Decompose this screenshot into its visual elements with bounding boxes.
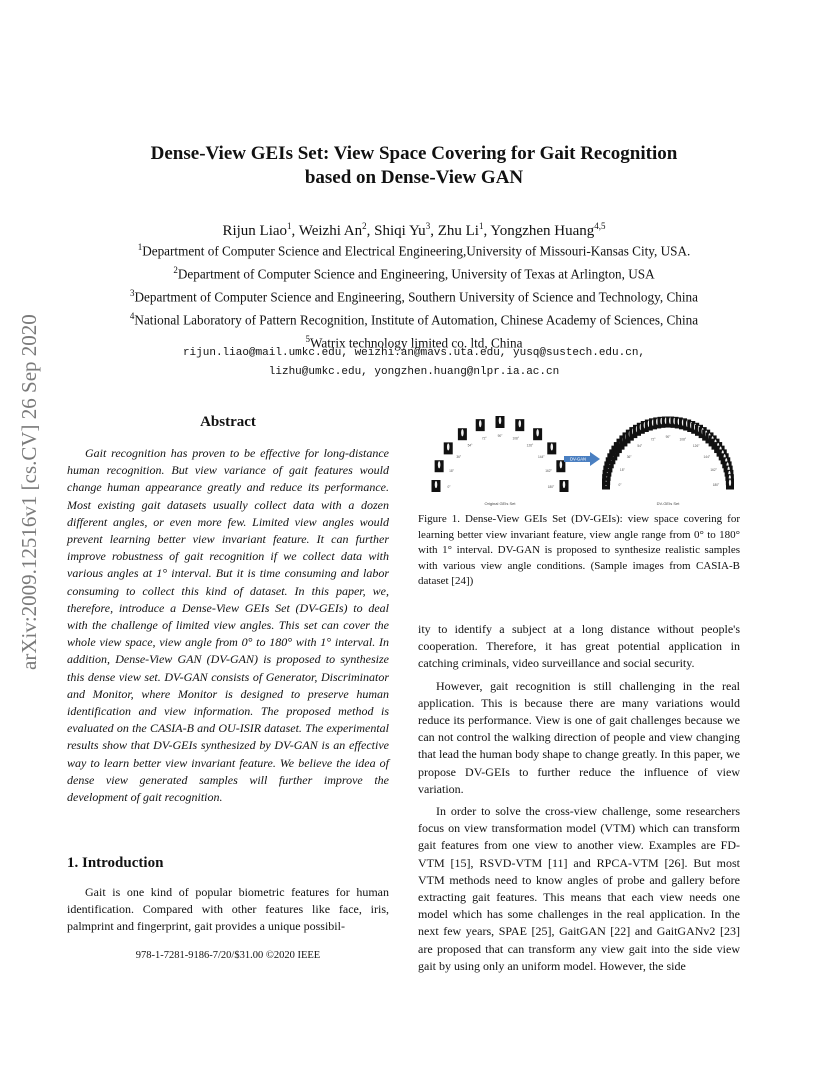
email-line-1: rijun.liao@mail.umkc.edu, weizhi.an@mavs.uta.edu, yusq@sustech.edu.cn, bbox=[182, 347, 646, 359]
angle-tick-label: 72° bbox=[481, 436, 487, 441]
angle-tick-label: 108° bbox=[512, 436, 520, 441]
author-name: Rijun Liao bbox=[222, 223, 288, 239]
original-gei-sample-silhouette bbox=[560, 461, 563, 468]
paragraph: In order to solve the cross-view challenge, some researchers focus on view transformation model (VTM) which can transform gait features from one view to another view. Examples are FD-VTM [15], RSVD-VTM [11] and RPCA-VTM [26]. But most VTM methods need to know angles of probe and gallery before extracting gait features. This means that each view needs one model which has some challenges in the real application. In the next few years, SPAE [25], GaitGAN [22] and GaitGANv2 [23] are proposed that can transform any view gait into the side view gait by using only an uniform model. However, the side bbox=[418, 804, 740, 973]
figure-1-caption: Figure 1. Dense-View GEIs Set (DV-GEIs): view space covering for learning better view invariant feature, view angle range from 0° to 180° with 1° interval. DV-GAN is proposed to synthesize realistic samples with various view angle conditions. (Sample images from CASIA-B dataset [24]) bbox=[418, 513, 740, 587]
affiliation-line bbox=[0, 238, 828, 261]
affiliation-sup: 3 bbox=[130, 287, 135, 298]
author-sup: 2 bbox=[362, 221, 367, 231]
affiliation-sup: 1 bbox=[137, 242, 143, 252]
angle-tick-label: 18° bbox=[619, 468, 625, 473]
author-name: Zhu Li bbox=[437, 223, 479, 239]
abstract-heading: Abstract bbox=[200, 414, 256, 430]
angle-tick-label: 162° bbox=[545, 469, 552, 474]
affiliation-text: National Laboratory of Pattern Recognition, Institute of Automation, Chinese Academy of Sciences, China bbox=[134, 312, 699, 328]
angle-tick-label: 90° bbox=[497, 434, 503, 438]
angle-tick-label: 18° bbox=[449, 469, 454, 474]
author-sup: 1 bbox=[287, 221, 292, 231]
affiliation-text: Watrix technology limited co. ltd, China bbox=[310, 334, 523, 350]
angle-tick-label: 144° bbox=[537, 455, 545, 460]
figure-1-gei-illustration bbox=[418, 412, 740, 512]
title-line-1: Dense-View GEIs Set: View Space Covering for Gait Recognition bbox=[150, 143, 678, 164]
paper-title bbox=[0, 142, 828, 190]
angle-tick-label: 54° bbox=[637, 444, 643, 449]
affiliation-text: Department of Computer Science and Engineering, University of Texas at Arlington, USA bbox=[177, 266, 655, 282]
arxiv-stamp-text: arXiv:2009.12516v1 [cs.CV] 26 Sep 2020 bbox=[17, 314, 41, 670]
paragraph: ity to identify a subject at a long distance without people's cooperation. Therefore, it has great potential application in catching criminals, video surveillance and social security. bbox=[418, 622, 740, 671]
abstract-body bbox=[67, 445, 389, 806]
angle-tick-label: 90° bbox=[665, 435, 671, 439]
author-name: Weizhi An bbox=[298, 223, 363, 239]
author-sup: 4,5 bbox=[594, 221, 606, 231]
paragraph: However, gait recognition is still challenging in the real application. This is because there are many variations would reduce its performance. View is one of gait challenges because we can not control the walking direction of people and view changing that lead the human body shape to change greatly. In this paper, we propose DV-GEIs to further reduce the influence of view variation. bbox=[418, 678, 740, 796]
original-set-label: Original GEIs Set bbox=[484, 501, 516, 506]
dv-gan-arrow-label: DV-GAN bbox=[569, 456, 587, 462]
author-name: Shiqi Yu bbox=[374, 223, 426, 239]
right-column-body bbox=[418, 621, 740, 980]
angle-tick-label: 126° bbox=[692, 444, 700, 449]
copyright-footer: 978-1-7281-9186-7/20/$31.00 ©2020 IEEE bbox=[135, 950, 321, 961]
angle-tick-label: 54° bbox=[467, 443, 473, 448]
angle-tick-label: 36° bbox=[456, 455, 462, 460]
dense-gei-sample-silhouette bbox=[729, 479, 731, 486]
affiliation-line bbox=[0, 284, 828, 307]
section-heading-introduction: 1. Introduction bbox=[67, 855, 164, 871]
paragraph: Gait is one kind of popular biometric features for human identification. Compared with other features like face, iris, palmprint and fingerprint, gait provides a unique possibil- bbox=[67, 885, 389, 934]
affiliation-line bbox=[0, 307, 828, 330]
author-list: Rijun Liao$^1$, Weizhi An$^2$, Shiqi Yu$^3$, Zhu Li$^1$, Yongzhen Huang$^{4,5}$ bbox=[222, 221, 606, 239]
author-emails bbox=[0, 344, 828, 382]
title-line-2: based on Dense-View GAN bbox=[304, 167, 524, 188]
affiliation-sup: 5 bbox=[305, 333, 311, 344]
affiliation-sup: 4 bbox=[129, 310, 135, 321]
angle-tick-label: 0° bbox=[618, 483, 622, 487]
author-sup: 1 bbox=[478, 221, 484, 231]
author-name: Yongzhen Huang bbox=[490, 223, 595, 239]
angle-tick-label: 36° bbox=[626, 454, 632, 459]
angle-tick-label: 180° bbox=[547, 485, 555, 489]
angle-tick-label: 144° bbox=[703, 454, 711, 459]
affiliation-line bbox=[0, 261, 828, 284]
original-gei-sample-silhouette bbox=[536, 429, 539, 436]
author-sup: 3 bbox=[425, 221, 431, 231]
dense-set-label: DV-GEIs Set bbox=[656, 501, 680, 506]
affiliation-text: Department of Computer Science and Engineering, Southern University of Science and Technology, China bbox=[134, 289, 698, 305]
affiliation-sup: 2 bbox=[173, 264, 178, 275]
angle-tick-label: 108° bbox=[679, 437, 687, 442]
angle-tick-label: 72° bbox=[650, 437, 656, 442]
original-gei-sample-silhouette bbox=[551, 443, 554, 450]
original-gei-sample-silhouette bbox=[563, 481, 566, 488]
original-gei-sample-silhouette bbox=[435, 481, 438, 488]
angle-tick-label: 0° bbox=[447, 485, 451, 489]
original-gei-sample-silhouette bbox=[499, 417, 502, 424]
abstract-text: Gait recognition has proven to be effective for long-distance human recognition. But view variance of gait features would change human appearance greatly and reduce its performance. Most existing gait datasets usually collect data with a dozen different angles, or even more few. Limited view angles would prevent learning better view invariant feature. It can further improve robustness of gait recognition if we collect data with various angles at 1° interval. But it is time consuming and labor consuming to collect this kind of dataset. In this paper, we, therefore, introduce a Dense-View GEIs Set (DV-GEIs) to deal with the challenge of limited view angles. This set can cover the whole view space, view angle from 0° to 180° with 1° interval. In addition, Dense-View GAN (DV-GAN) is proposed to synthesize this dense view set. DV-GAN consists of Generator, Discriminator and Monitor, where Monitor is designed to preserve human identification and view information. The proposed method is evaluated on the CASIA-B and OU-ISIR dataset. The experimental results show that DV-GEIs synthesized by DV-GAN is an effective way to learn better view invariant feature. We believe the idea of dense view generated samples will further improve the development of gait recognition. bbox=[67, 446, 389, 805]
original-gei-sample-silhouette bbox=[461, 429, 464, 436]
angle-tick-label: 180° bbox=[712, 483, 720, 487]
original-gei-sample-silhouette bbox=[519, 420, 522, 427]
affiliations bbox=[0, 238, 828, 352]
introduction-body bbox=[67, 884, 389, 936]
angle-tick-label: 162° bbox=[710, 468, 717, 473]
affiliation-text: Department of Computer Science and Electrical Engineering,University of Missouri-Kansas City, USA. bbox=[142, 243, 691, 259]
original-gei-sample-silhouette bbox=[447, 443, 450, 450]
original-gei-sample-silhouette bbox=[438, 461, 441, 468]
angle-tick-label: 126° bbox=[526, 443, 534, 448]
email-line-2: lizhu@umkc.edu, yongzhen.huang@nlpr.ia.ac.cn bbox=[268, 366, 560, 378]
original-gei-sample-silhouette bbox=[479, 420, 482, 427]
